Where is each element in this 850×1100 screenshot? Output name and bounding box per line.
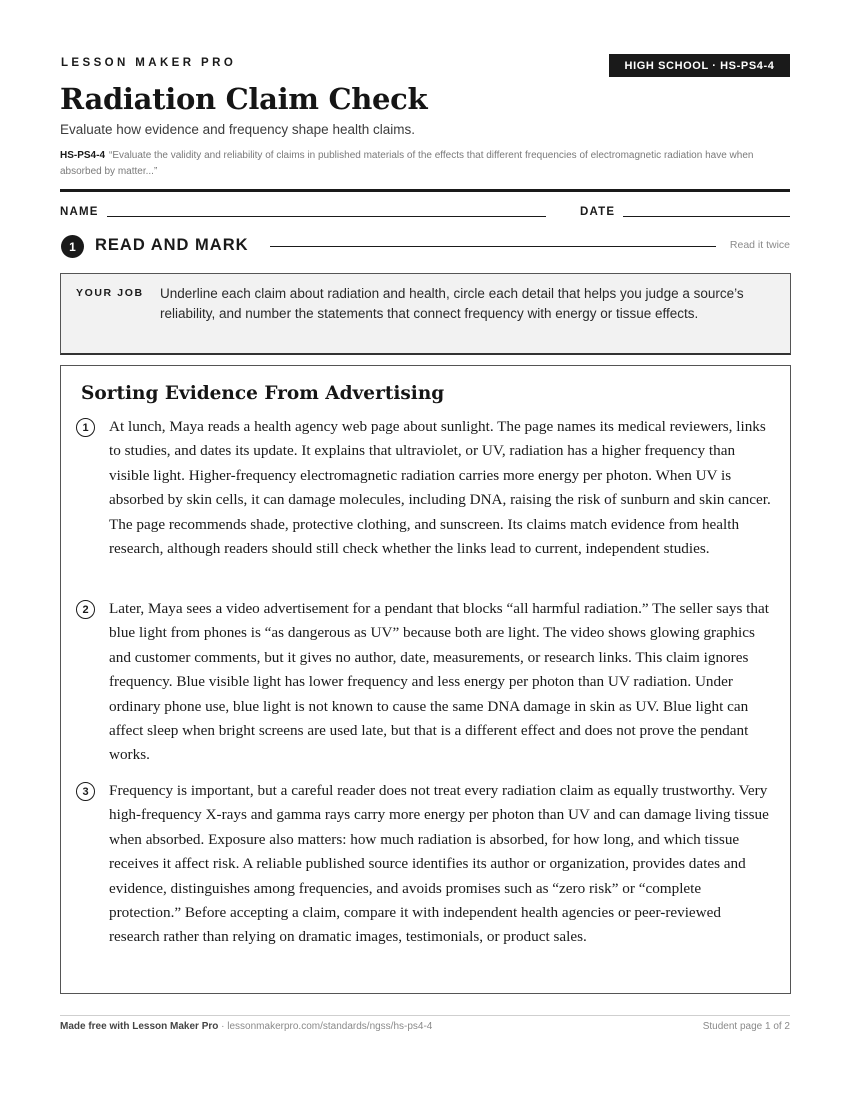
grade-standard-badge: HIGH SCHOOL · HS-PS4-4: [609, 54, 790, 77]
footer-made-with: Made free with Lesson Maker Pro: [60, 1021, 219, 1032]
paragraph-number-2: 2: [76, 600, 95, 619]
paragraph-number-1: 1: [76, 418, 95, 437]
name-label: NAME: [60, 206, 99, 218]
standard-text: “Evaluate the validity and reliability of claims in published materials of the effects that different frequencies of electromagnetic radiation have when absorbed by matter...”: [60, 150, 754, 177]
brand-name: LESSON MAKER PRO: [61, 57, 237, 69]
paragraph-3: Frequency is important, but a careful reader does not treat every radiation claim as equally trustworthy. Very high-frequency X-rays and gamma rays carry more energy per photon than UV and can damage living tissue when absorbed. Exposure also matters: how much radiation is absorbed, for how long, and which tissue receives it affect risk. A reliable published source identifies its author or organization, provides dates and evidence, distinguishes among frequencies, and avoids promises such as “zero risk” or “complete protection.” Before accepting a claim, compare it with independent health agencies or peer-reviewed research rather than relying on dramatic images, testimonials, or product sales.: [109, 782, 769, 946]
paragraph-number-3: 3: [76, 782, 95, 801]
footer-credit: [60, 1021, 432, 1032]
standard-statement: [60, 148, 790, 179]
header-divider: [60, 189, 790, 192]
section-number-badge: 1: [61, 235, 84, 258]
footer-url: · lessonmakerpro.com/standards/ngss/hs-ps4-4: [218, 1021, 433, 1032]
job-label: YOUR JOB: [76, 287, 144, 299]
date-field-line[interactable]: [623, 216, 790, 217]
reading-passage-box: [60, 365, 791, 994]
paragraph-2: Later, Maya sees a video advertisement for a pendant that blocks “all harmful radiation.” The seller says that blue light from phones is “as dangerous as UV” because both are light. The video shows glowing graphics and customer comments, but it gives no author, date, measurements, or research links. This claim ignores frequency. Blue visible light has lower frequency and less energy per photon than UV radiation. Under ordinary phone use, blue light is not known to cause the same DNA damage in skin as UV. Blue light can affect sleep when bright screens are used late, but that is a different effect and does not prove the pendant works.: [109, 600, 769, 764]
section-hint: Read it twice: [729, 239, 790, 251]
date-label: DATE: [580, 206, 616, 218]
paragraph-1: At lunch, Maya reads a health agency web page about sunlight. The page names its medical reviewers, links to studies, and dates its update. It explains that ultraviolet, or UV, radiation has a higher frequency than visible light. Higher-frequency electromagnetic radiation carries more energy per photon. When UV is absorbed by skin cells, it can damage molecules, including DNA, raising the risk of sunburn and skin cancer. The page recommends shade, protective clothing, and sunscreen. Its claims match evidence from health research, although readers should still check whether the links lead to current, independent studies.: [109, 418, 771, 558]
footer-divider: [60, 1015, 790, 1016]
name-field-line[interactable]: [107, 216, 546, 217]
job-text: Underline each claim about radiation and health, circle each detail that helps you judge a source’s reliability, and number the statements that connect frequency with energy or tissue effects.: [160, 286, 744, 321]
job-instructions-box: [60, 273, 791, 355]
page-title: Radiation Claim Check: [60, 82, 428, 116]
reading-title: Sorting Evidence From Advertising: [81, 383, 445, 404]
section-title: READ AND MARK: [95, 236, 249, 254]
footer-page-number: Student page 1 of 2: [702, 1021, 790, 1032]
page-subtitle: Evaluate how evidence and frequency shape health claims.: [60, 122, 415, 137]
section-rule: [270, 246, 716, 247]
standard-code: HS-PS4-4: [60, 150, 106, 161]
